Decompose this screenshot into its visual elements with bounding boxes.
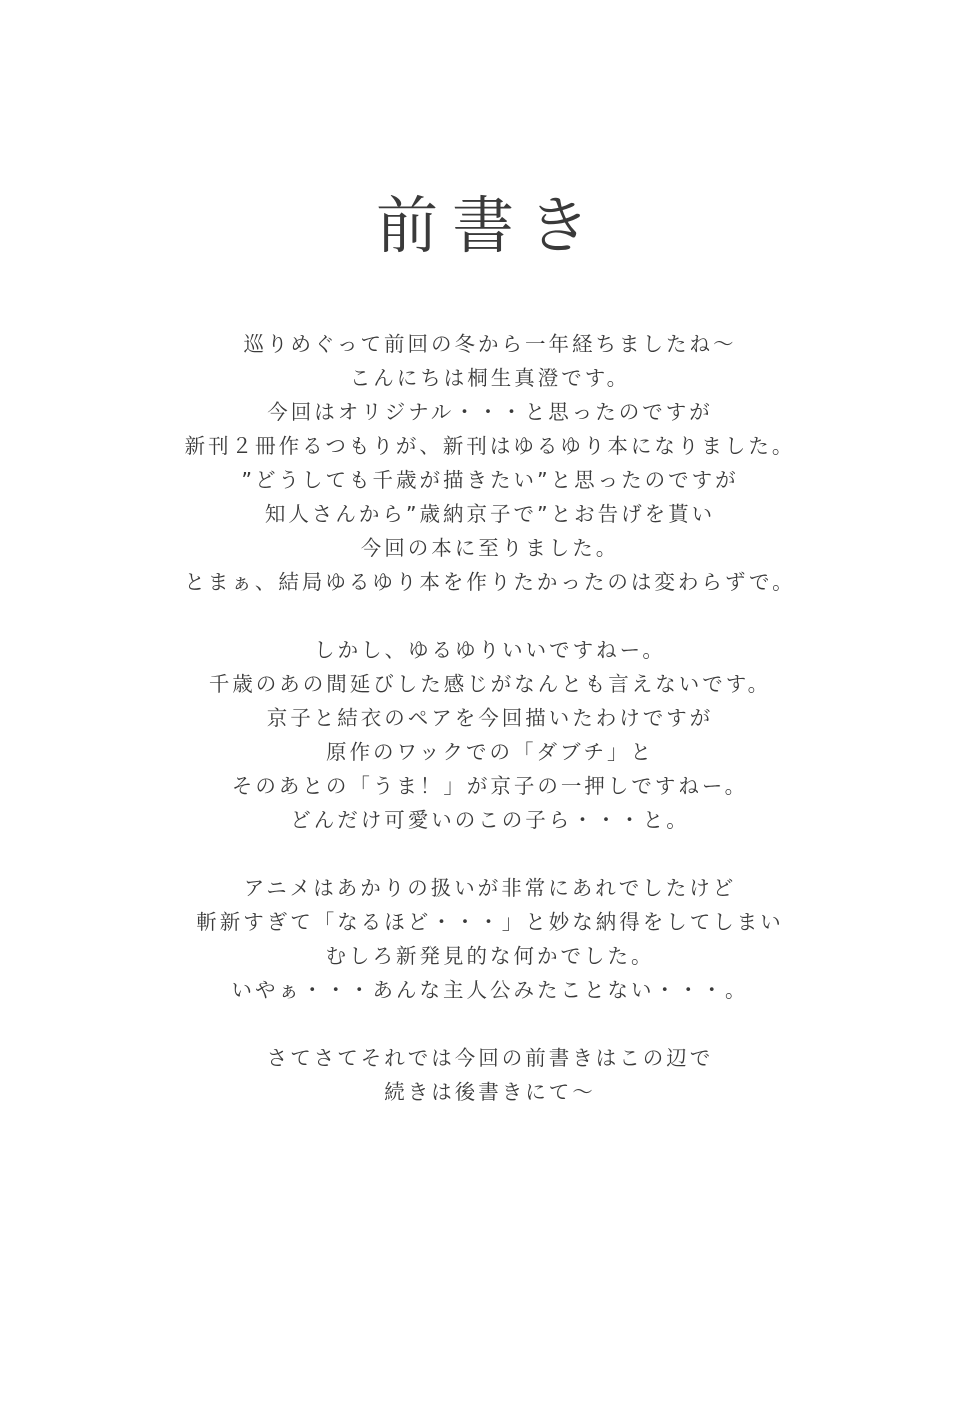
text-line: 続きは後書きにて〜 [384,1080,596,1104]
paragraph-gap [0,837,980,871]
text-line: とまぁ、結局ゆるゆり本を作りたかったのは変わらずで。 [184,570,796,594]
text-line: しかし、ゆるゆりいいですねー。 [314,638,666,662]
text-line: そのあとの「うま！」が京子の一押しですねー。 [231,774,749,798]
text-line: 原作のワックでの「ダブチ」と [326,740,654,764]
text-line: 巡りめぐって前回の冬から一年経ちましたね〜 [243,332,737,356]
text-line: いやぁ・・・あんな主人公みたことない・・・。 [231,978,749,1002]
text-line: 千歳のあの間延びした感じがなんとも言えないです。 [208,672,772,696]
paragraph-gap [0,1007,980,1041]
text-line: 斬新すぎて「なるほど・・・」と妙な納得をしてしまい [196,910,784,934]
text-line: 新刊２冊作るつもりが、新刊はゆるゆり本になりました。 [184,434,796,458]
page-title: 前書き [375,189,604,262]
text-line: 今回の本に至りました。 [360,536,620,560]
paragraph-3 [0,871,980,1007]
text-line: アニメはあかりの扱いが非常にあれでしたけど [243,876,737,900]
text-line: こんにちは桐生真澄です。 [349,366,631,390]
paragraph-gap [0,599,980,633]
text-line: 知人さんから”歳納京子で”とお告げを貰い [264,502,716,526]
paragraph-2 [0,633,980,837]
text-line: どんだけ可愛いのこの子ら・・・と。 [290,808,690,832]
text-line: ”どうしても千歳が描きたい”と思ったのですが [241,468,739,492]
text-line: 今回はオリジナル・・・と思ったのですが [267,400,713,424]
paragraph-1 [0,327,980,599]
text-line: さてさてそれでは今回の前書きはこの辺で [266,1046,714,1070]
text-line: むしろ新発見的な何かでした。 [325,944,655,968]
preface-body [0,327,980,1109]
paragraph-4 [0,1041,980,1109]
text-line: 京子と結衣のペアを今回描いたわけですが [266,706,714,730]
